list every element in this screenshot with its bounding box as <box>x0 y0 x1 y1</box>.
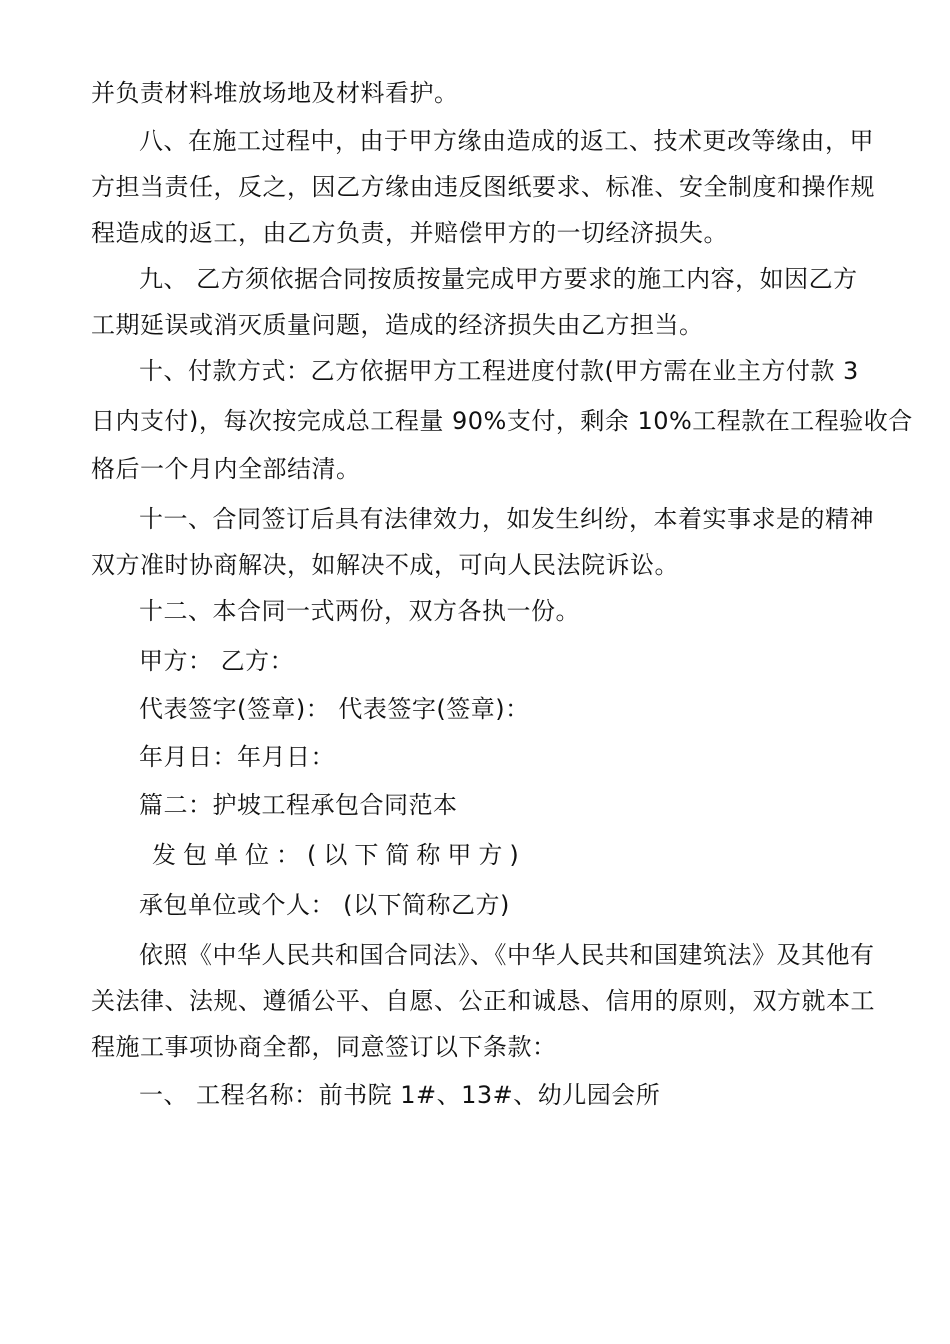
signature-representatives: 代表签字(签章)： 代表签字(签章)： <box>139 695 530 723</box>
clause-9-line-1: 九、 乙方须依据合同按质按量完成甲方要求的施工内容，如因乙方 <box>139 265 858 293</box>
clause-11-line-1: 十一、合同签订后具有法律效力，如发生纠纷，本着实事求是的精神 <box>139 505 874 533</box>
clause-12: 十二、本合同一式两份，双方各执一份。 <box>139 597 580 625</box>
text-line-1: 并负责材料堆放场地及材料看护。 <box>91 79 459 107</box>
contractor-line: 承包单位或个人： (以下简称乙方) <box>139 891 510 919</box>
section-heading: 篇二：护坡工程承包合同范本 <box>139 791 458 819</box>
clause-10-line-2: 日内支付)，每次按完成总工程量 90%支付，剩余 10%工程款在工程验收合 <box>91 407 913 435</box>
preamble-line-2: 关法律、法规、遵循公平、自愿、公正和诚恳、信用的原则，双方就本工 <box>91 987 875 1015</box>
project-name-line: 一、 工程名称：前书院 1#、13#、幼儿园会所 <box>139 1081 661 1109</box>
clause-8-line-3: 程造成的返工，由乙方负责，并赔偿甲方的一切经济损失。 <box>91 219 728 247</box>
preamble-line-3: 程施工事项协商全都，同意签订以下条款： <box>91 1033 557 1061</box>
signature-dates: 年月日：年月日： <box>139 743 335 771</box>
clause-8-line-1: 八、在施工过程中，由于甲方缘由造成的返工、技术更改等缘由，甲 <box>139 127 874 155</box>
preamble-line-1: 依照《中华人民共和国合同法》、《中华人民共和国建筑法》及其他有 <box>139 941 875 969</box>
clause-11-line-2: 双方准时协商解决，如解决不成，可向人民法院诉讼。 <box>91 551 679 579</box>
clause-9-line-2: 工期延误或消灭质量问题，造成的经济损失由乙方担当。 <box>91 311 704 339</box>
signature-parties: 甲方： 乙方： <box>139 647 295 675</box>
employer-line: 发包单位：(以下简称甲方) <box>152 841 526 869</box>
clause-8-line-2: 方担当责任，反之，因乙方缘由违反图纸要求、标准、安全制度和操作规 <box>91 173 875 201</box>
clause-10-line-1: 十、付款方式：乙方依据甲方工程进度付款(甲方需在业主方付款 3 <box>139 357 859 385</box>
clause-10-line-3: 格后一个月内全部结清。 <box>91 455 361 483</box>
